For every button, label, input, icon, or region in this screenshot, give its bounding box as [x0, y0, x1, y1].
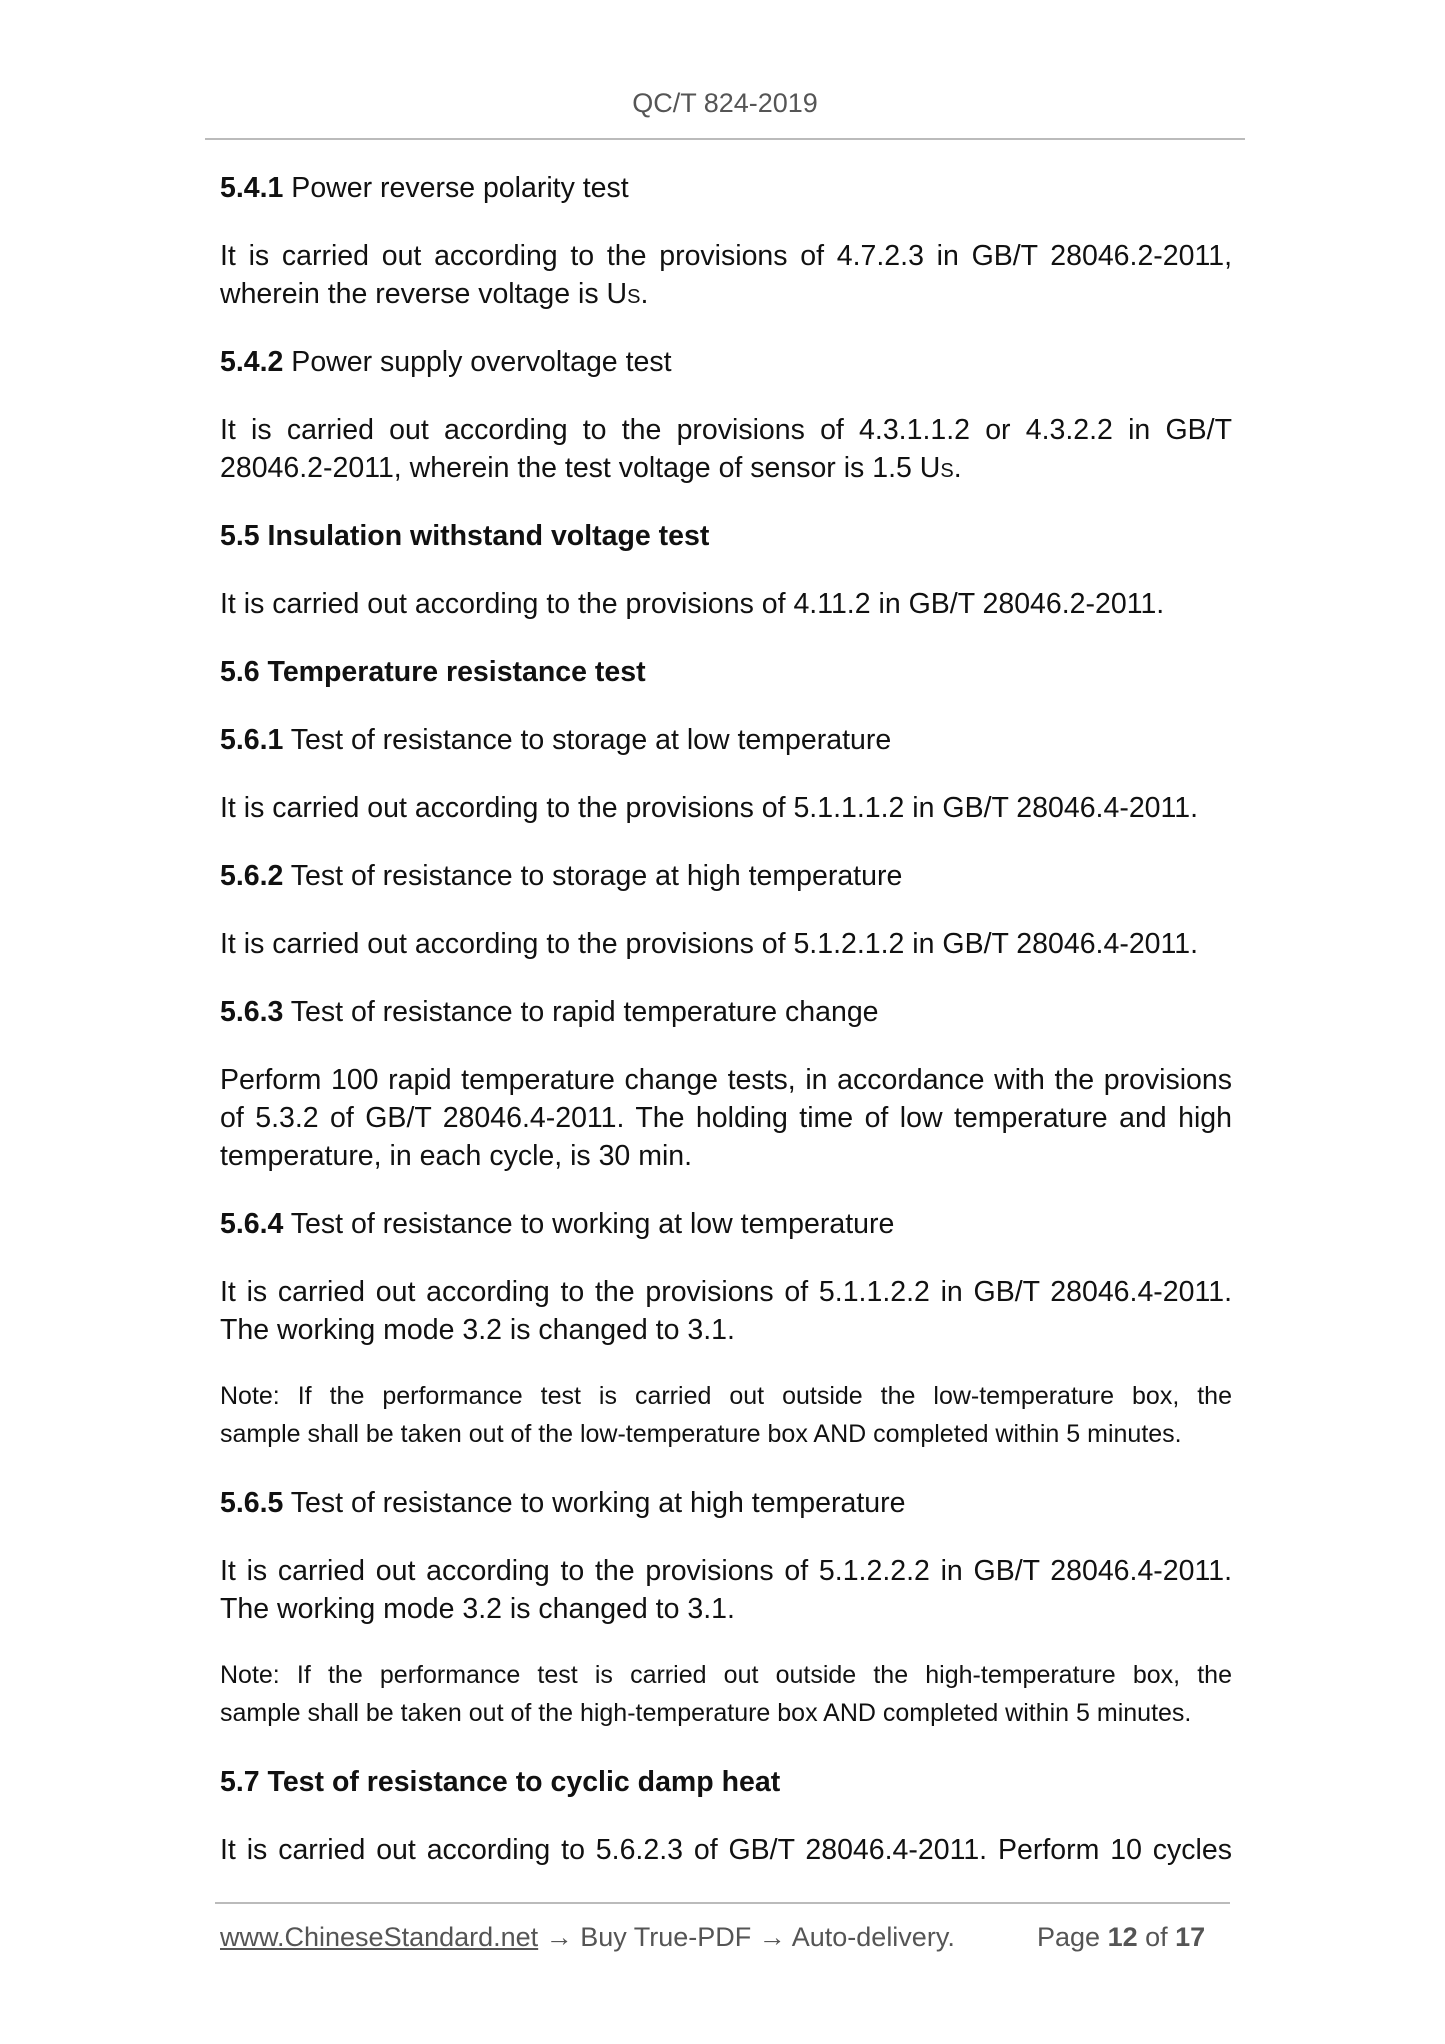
heading-5-6-2: [220, 860, 1232, 893]
paragraph-line: It is carried out according to the provisions of 4.7.2.3 in GB/T 28046.2-2011,: [220, 240, 1232, 272]
section-number: 5.6.4: [220, 1208, 284, 1240]
total-pages: 17: [1175, 1922, 1206, 1952]
section-title: Power supply overvoltage test: [283, 346, 672, 378]
of-label: of: [1137, 1922, 1176, 1952]
heading-5-5: 5.5 Insulation withstand voltage test: [220, 520, 710, 552]
paragraph-line: temperature, in each cycle, is 30 min.: [220, 1140, 693, 1172]
note-line: Note: If the performance test is carried out outside the low-temperature box, the: [220, 1382, 1232, 1410]
note-line: sample shall be taken out of the low-temperature box AND completed within 5 minutes.: [220, 1420, 1182, 1448]
page-number: [1037, 1922, 1205, 1953]
section-title: Test of resistance to working at low temperature: [283, 1208, 895, 1240]
section-number: 5.4.1: [220, 172, 284, 204]
paragraph-line: It is carried out according to 5.6.2.3 of GB/T 28046.4-2011. Perform 10 cycles: [220, 1834, 1232, 1866]
paragraph-line: It is carried out according to the provisions of 5.1.2.2.2 in GB/T 28046.4-2011.: [220, 1555, 1232, 1587]
heading-5-6-3: [220, 996, 1232, 1029]
section-title: Test of resistance to rapid temperature change: [283, 996, 879, 1028]
paragraph-line: It is carried out according to the provisions of 5.1.2.1.2 in GB/T 28046.4-2011.: [220, 928, 1199, 960]
section-number: 5.6.1: [220, 724, 284, 756]
text-run: .: [640, 278, 649, 310]
paragraph-line: The working mode 3.2 is changed to 3.1.: [220, 1314, 735, 1346]
section-title: Test of resistance to storage at low temperature: [283, 724, 892, 756]
paragraph-line: [220, 452, 1232, 485]
footer-promo: [220, 1922, 955, 1953]
heading-5-4-1: [220, 172, 1232, 205]
page-label: Page: [1037, 1922, 1108, 1952]
section-title: Test of resistance to working at high temperature: [283, 1487, 906, 1519]
footer-tagline: → Buy True-PDF → Auto-delivery.: [538, 1922, 955, 1952]
paragraph-line: It is carried out according to the provisions of 4.3.1.1.2 or 4.3.2.2 in GB/T: [220, 414, 1232, 446]
heading-5-6: 5.6 Temperature resistance test: [220, 656, 646, 688]
heading-5-7: 5.7 Test of resistance to cyclic damp heat: [220, 1766, 781, 1798]
section-number: 5.6.3: [220, 996, 284, 1028]
footer-divider: [215, 1902, 1230, 1904]
note-line: Note: If the performance test is carried out outside the high-temperature box, the: [220, 1661, 1232, 1689]
page-header: QC/T 824-2019: [632, 88, 818, 118]
paragraph-line: The working mode 3.2 is changed to 3.1.: [220, 1593, 735, 1625]
website-link[interactable]: www.ChineseStandard.net: [220, 1922, 539, 1952]
subscript: S: [627, 286, 641, 308]
heading-5-4-2: [220, 346, 1232, 379]
paragraph-line: [220, 278, 1232, 311]
heading-5-6-4: [220, 1208, 1232, 1241]
heading-5-6-5: [220, 1487, 1232, 1520]
text-run: .: [953, 452, 962, 484]
text-run: 28046.2-2011, wherein the test voltage of sensor is 1.5 U: [220, 452, 941, 484]
paragraph-line: It is carried out according to the provisions of 5.1.1.2.2 in GB/T 28046.4-2011.: [220, 1276, 1232, 1308]
subscript: S: [940, 460, 954, 482]
header-divider: [205, 138, 1245, 140]
paragraph-line: It is carried out according to the provisions of 4.11.2 in GB/T 28046.2-2011.: [220, 588, 1165, 620]
paragraph-line: It is carried out according to the provisions of 5.1.1.1.2 in GB/T 28046.4-2011.: [220, 792, 1199, 824]
section-title: Test of resistance to storage at high temperature: [283, 860, 903, 892]
section-number: 5.6.5: [220, 1487, 284, 1519]
paragraph-line: of 5.3.2 of GB/T 28046.4-2011. The holding time of low temperature and high: [220, 1102, 1232, 1134]
paragraph-line: Perform 100 rapid temperature change tests, in accordance with the provisions: [220, 1064, 1232, 1096]
current-page: 12: [1107, 1922, 1138, 1952]
heading-5-6-1: [220, 724, 1232, 757]
section-title: Power reverse polarity test: [283, 172, 629, 204]
section-number: 5.4.2: [220, 346, 284, 378]
note-line: sample shall be taken out of the high-temperature box AND completed within 5 minutes.: [220, 1699, 1192, 1727]
text-run: wherein the reverse voltage is U: [220, 278, 628, 310]
section-number: 5.6.2: [220, 860, 284, 892]
